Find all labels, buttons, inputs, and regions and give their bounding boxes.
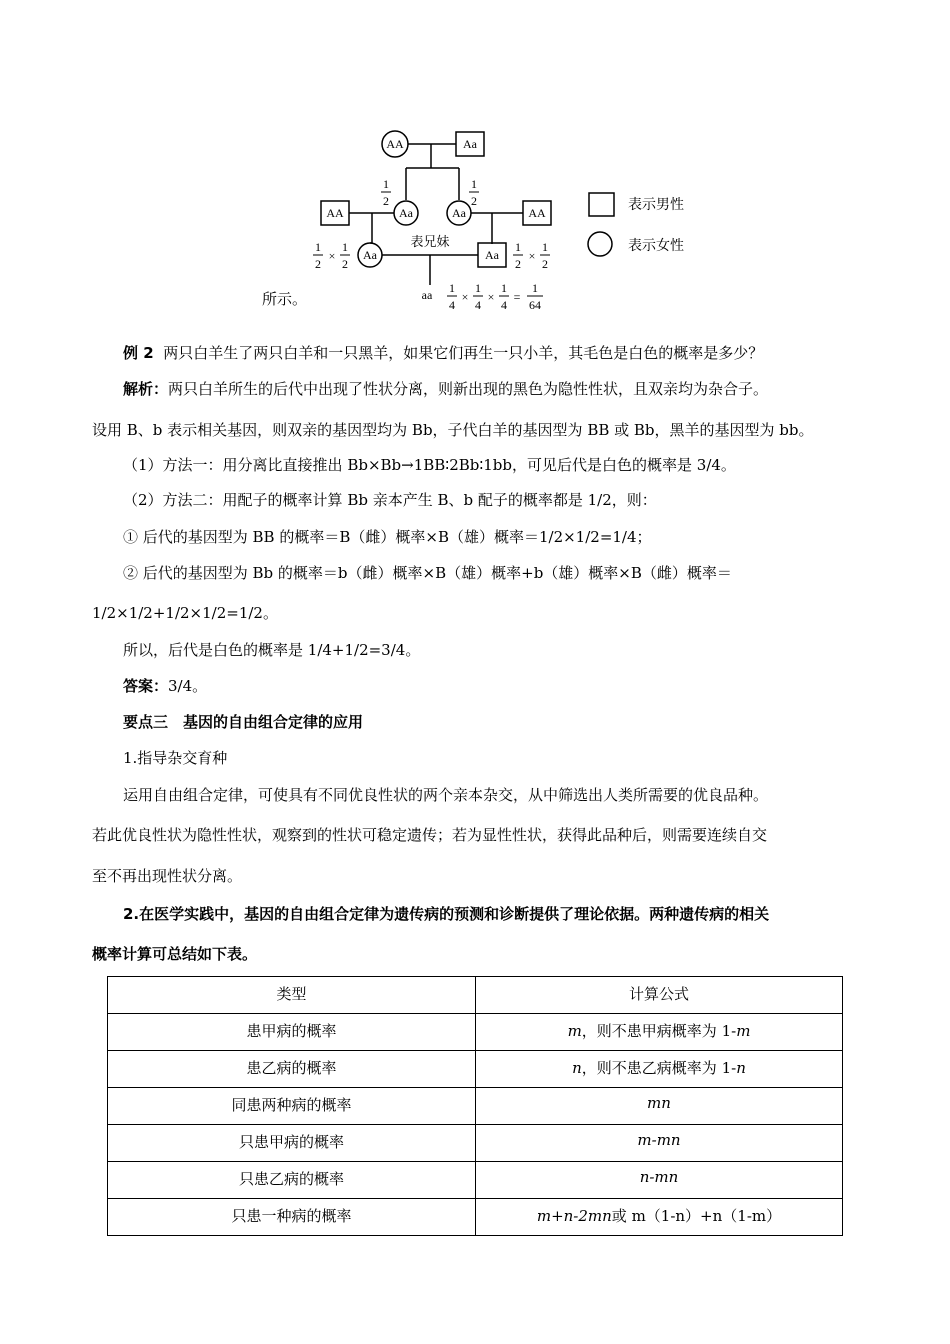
- conclusion: 所以，后代是白色的概率是 1/4+1/2=3/4。: [123, 641, 421, 659]
- answer-line: [123, 676, 207, 696]
- legend-male-label: 表示男性: [628, 197, 684, 213]
- point3-sub1: 1.指导杂交育种: [123, 749, 228, 767]
- variable: n: [572, 1059, 582, 1077]
- table-cell-formula: n-mn: [476, 1162, 843, 1199]
- offspring-genotype: aa: [421, 288, 433, 302]
- cousins-label: 表兄妹: [410, 235, 450, 250]
- table-cell-formula: [476, 1051, 843, 1088]
- formula-text: m+n-2mn: [536, 1207, 612, 1225]
- method-two-item-2-cont: 1/2×1/2+1/2×1/2=1/2。: [92, 604, 278, 622]
- fraction-numerator: 1: [449, 281, 455, 295]
- gen2-right-male-genotype: AA: [528, 206, 546, 220]
- table-cell-type: 患乙病的概率: [108, 1051, 476, 1088]
- formula-text: ，则不患甲病概率为 1-: [581, 1022, 737, 1040]
- table-row: [108, 1125, 843, 1162]
- variable: n: [736, 1059, 746, 1077]
- times-sign: ×: [328, 249, 336, 263]
- probability-table: [107, 976, 843, 1236]
- table-cell-formula: mn: [476, 1088, 843, 1125]
- times-sign: ×: [528, 249, 536, 263]
- point3-paragraph-2a: 2.在医学实践中，基因的自由组合定律为遗传病的预测和诊断提供了理论依据。两种遗传病的相关: [123, 905, 770, 923]
- table-cell-type: 患甲病的概率: [108, 1014, 476, 1051]
- answer-label: 答案：: [123, 677, 169, 695]
- fraction-numerator: 1: [532, 281, 538, 295]
- point3-title: 要点三 基因的自由组合定律的应用: [123, 713, 364, 731]
- legend-male-icon: [589, 193, 614, 216]
- table-row: [108, 1199, 843, 1236]
- table-row: [108, 1162, 843, 1199]
- fraction-denominator: 2: [315, 257, 321, 271]
- analysis-label: 解析：: [123, 380, 169, 398]
- example2-question-line: [123, 343, 763, 363]
- method-two-item-2: ② 后代的基因型为 Bb 的概率＝b（雌）概率×B（雄）概率+b（雄）概率×B（雌）概率＝: [123, 564, 732, 582]
- fraction-numerator: 1: [315, 240, 321, 254]
- gen2-left-male-genotype: AA: [326, 206, 344, 220]
- gen3-female-genotype: Aa: [363, 248, 377, 262]
- times-sign: ×: [461, 290, 469, 304]
- table-cell-type: 同患两种病的概率: [108, 1088, 476, 1125]
- formula-text: ，则不患乙病概率为 1-: [581, 1059, 737, 1077]
- fraction-denominator: 4: [501, 298, 507, 310]
- method-two-item-1: ① 后代的基因型为 BB 的概率＝B（雌）概率×B（雄）概率＝1/2×1/2=1/4；: [123, 528, 652, 546]
- fraction-numerator: 1: [542, 240, 548, 254]
- point3-paragraph-2b: 概率计算可总结如下表。: [92, 945, 258, 963]
- analysis-text-1: 两只白羊所生的后代中出现了性状分离，则新出现的黑色为隐性性状，且双亲均为杂合子。: [168, 380, 769, 398]
- fraction-numerator: 1: [475, 281, 481, 295]
- table-header-type: 类型: [108, 977, 476, 1014]
- fraction-denominator: 4: [449, 298, 455, 310]
- fraction-numerator: 1: [383, 177, 389, 191]
- fraction-denominator: 64: [529, 298, 541, 310]
- table-cell-type: 只患一种病的概率: [108, 1199, 476, 1236]
- legend-female-icon: [588, 232, 612, 256]
- gen2-right-female-genotype: Aa: [452, 206, 466, 220]
- point3-paragraph-1b: 若此优良性状为隐性性状，观察到的性状可稳定遗传；若为显性性状，获得此品种后，则需要连续自交: [92, 826, 768, 844]
- analysis-line-2: 设用 B、b 表示相关基因，则双亲的基因型均为 Bb，子代白羊的基因型为 BB 或 Bb，黑羊的基因型为 bb。: [92, 421, 814, 439]
- fraction-denominator: 2: [515, 257, 521, 271]
- variable: m: [736, 1022, 751, 1040]
- fraction-denominator: 2: [471, 194, 477, 208]
- formula-text: 或 m（1-n）+n（1-m）: [611, 1207, 782, 1225]
- table-header-formula: 计算公式: [476, 977, 843, 1014]
- fraction-denominator: 4: [475, 298, 481, 310]
- example2-label: 例 2: [123, 344, 154, 362]
- gen3-male-genotype: Aa: [485, 248, 499, 262]
- fraction-numerator: 1: [342, 240, 348, 254]
- method-one: （1）方法一：用分离比直接推出 Bb×Bb→1BB∶2Bb∶1bb，可见后代是白色的概率是 3/4。: [123, 456, 736, 474]
- table-cell-formula: m-mn: [476, 1125, 843, 1162]
- table-cell-type: 只患乙病的概率: [108, 1162, 476, 1199]
- table-row: [108, 1014, 843, 1051]
- analysis-line-1: [123, 379, 768, 399]
- method-two: （2）方法二：用配子的概率计算 Bb 亲本产生 B、b 配子的概率都是 1/2，则：: [123, 491, 657, 509]
- times-sign: ×: [487, 290, 495, 304]
- legend-female-label: 表示女性: [628, 238, 684, 254]
- gen2-left-female-genotype: Aa: [399, 206, 413, 220]
- table-row: [108, 1088, 843, 1125]
- fraction-denominator: 2: [342, 257, 348, 271]
- gen1-male-genotype: Aa: [463, 137, 477, 151]
- pedigree-diagram: [300, 120, 700, 310]
- gen1-female-genotype: AA: [386, 137, 404, 151]
- table-row: [108, 1051, 843, 1088]
- variable: m: [567, 1022, 582, 1040]
- fraction-numerator: 1: [515, 240, 521, 254]
- fraction-numerator: 1: [471, 177, 477, 191]
- equals-sign: =: [513, 290, 521, 304]
- table-header-row: [108, 977, 843, 1014]
- fraction-denominator: 2: [542, 257, 548, 271]
- table-cell-formula: [476, 1199, 843, 1236]
- figure-caption-tail: 所示。: [262, 290, 308, 308]
- table-cell-formula: [476, 1014, 843, 1051]
- point3-paragraph-1a: 运用自由组合定律，可使具有不同优良性状的两个亲本杂交，从中筛选出人类所需要的优良品种。: [123, 786, 769, 804]
- answer-value: 3/4。: [168, 677, 208, 695]
- example2-question: 两只白羊生了两只白羊和一只黑羊，如果它们再生一只小羊，其毛色是白色的概率是多少？: [163, 344, 764, 362]
- point3-paragraph-1c: 至不再出现性状分离。: [92, 867, 243, 885]
- fraction-denominator: 2: [383, 194, 389, 208]
- table-cell-type: 只患甲病的概率: [108, 1125, 476, 1162]
- fraction-numerator: 1: [501, 281, 507, 295]
